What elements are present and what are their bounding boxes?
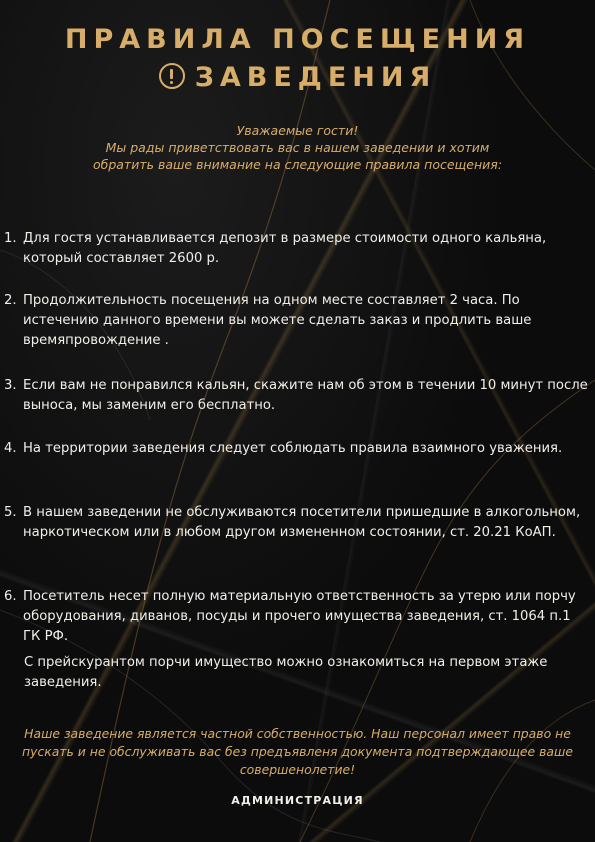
rule-number: 5. bbox=[4, 505, 17, 520]
rule-number: 3. bbox=[4, 378, 17, 393]
signature: АДМИНИСТРАЦИЯ bbox=[231, 794, 364, 807]
intro-line2: Мы рады приветствовать вас в нашем заведении и хотим bbox=[105, 140, 490, 155]
page-title-line2-text: ЗАВЕДЕНИЯ bbox=[194, 62, 437, 93]
rule-number: 6. bbox=[4, 589, 17, 604]
rule-item bbox=[4, 439, 589, 459]
rule-text: Если вам не понравился кальян, скажите нам об этом в течении 10 минут после выноса, мы заменим его бесплатно. bbox=[23, 378, 588, 413]
price-list-note: С прейскурантом порчи имущество можно ознакомиться на первом этаже заведения. bbox=[24, 655, 548, 690]
rule-item bbox=[4, 587, 589, 647]
footer-notice: Наше заведение является частной собственностью. Наш персонал имеет право не пускать и не обслуживать вас без предъявленя документа подтверждающее ваше совершенолетие! bbox=[22, 726, 573, 777]
rule-number: 4. bbox=[4, 441, 17, 456]
rule-item bbox=[4, 503, 589, 543]
exclamation-circle-icon bbox=[159, 63, 185, 89]
page-title-line1: ПРАВИЛА ПОСЕЩЕНИЯ bbox=[64, 24, 531, 55]
rule-item bbox=[4, 229, 589, 269]
page-title-line2 bbox=[0, 60, 595, 96]
rule-text: В нашем заведении не обслуживаются посетители пришедшие в алкогольном, наркотическом или в любом другом измененном состоянии, ст. 20.21 КоАП. bbox=[23, 505, 581, 540]
rule-text: Посетитель несет полную материальную ответственность за утерю или порчу оборудования, диванов, посуды и прочего имущества заведения, ст. 1064 п.1 ГК РФ. bbox=[23, 589, 576, 644]
intro-text bbox=[20, 122, 575, 173]
intro-greeting: Уважаемые гости! bbox=[236, 123, 359, 138]
rule-number: 2. bbox=[4, 293, 17, 308]
intro-line3: обратить ваше внимание на следующие правила посещения: bbox=[92, 157, 503, 172]
rule-text: На территории заведения следует соблюдать правила взаимного уважения. bbox=[23, 441, 563, 456]
rule-item bbox=[4, 291, 589, 351]
rule-number: 1. bbox=[4, 231, 17, 246]
rule-text: Для гостя устанавливается депозит в размере стоимости одного кальяна, который составляет 2600 р. bbox=[23, 231, 547, 266]
rule-text: Продолжительность посещения на одном месте составляет 2 часа. По истечению данного времени вы можете сделать заказ и продлить ваше времяпровождение . bbox=[23, 293, 532, 348]
rule-item bbox=[4, 376, 589, 416]
